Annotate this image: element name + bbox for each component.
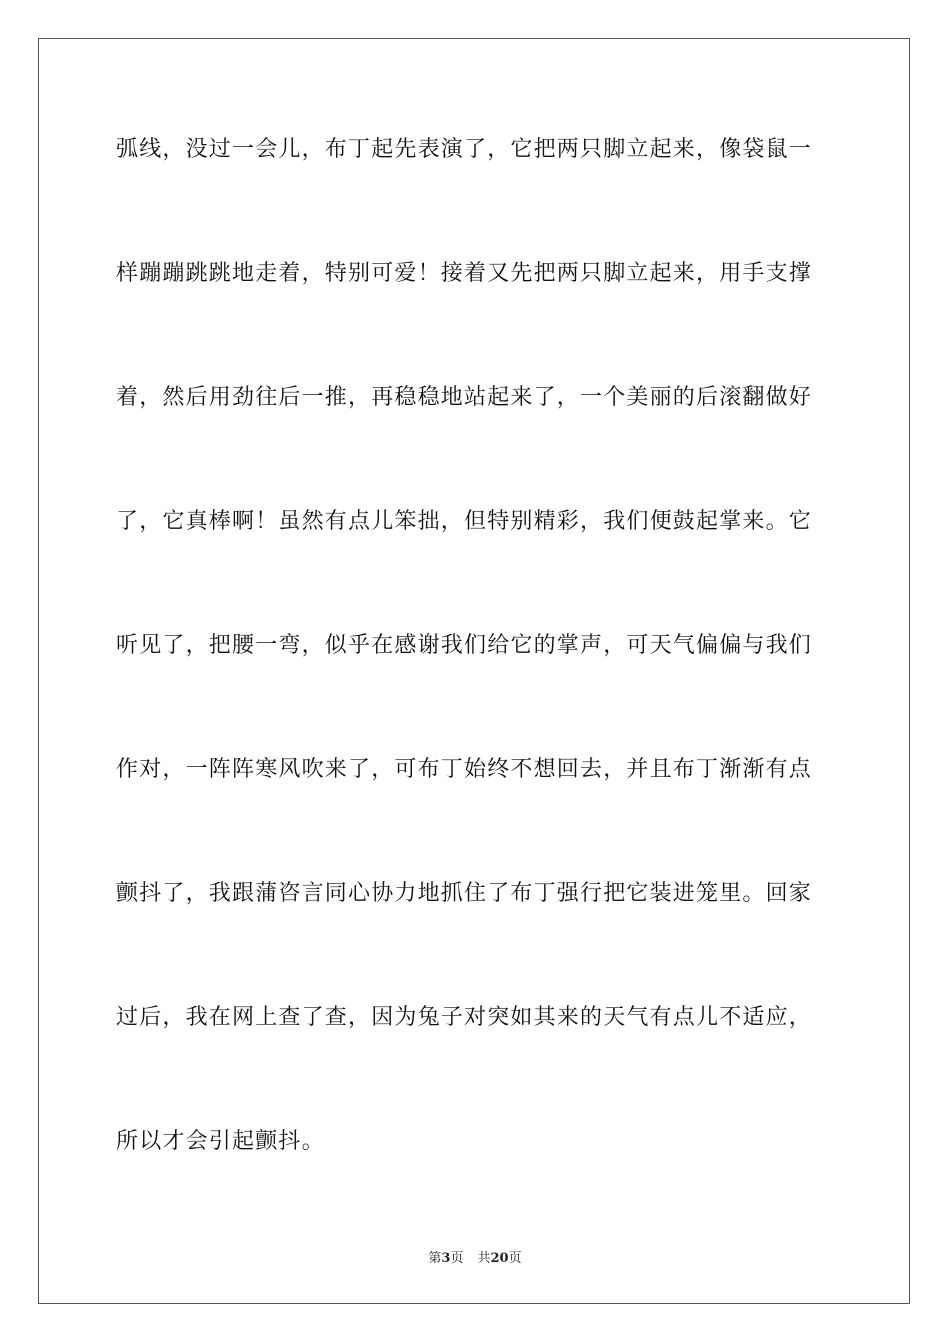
text-line: 颤抖了，我跟蒲咨言同心协力地抓住了布丁强行把它装进笼里。回家 [116, 881, 813, 906]
text-line: 听见了，把腰一弯，似乎在感谢我们给它的掌声，可天气偏偏与我们 [116, 633, 813, 658]
text-line: 着，然后用劲往后一推，再稳稳地站起来了，一个美丽的后滚翻做好 [116, 385, 813, 410]
text-line: 了，它真棒啊！虽然有点儿笨拙，但特别精彩，我们便鼓起掌来。它 [116, 509, 813, 534]
text-line: 所以才会引起颤抖。 [116, 1129, 325, 1154]
total-page-count: 20 [490, 1251, 509, 1266]
page-number-prefix: 第 [428, 1251, 442, 1266]
page-footer [0, 1247, 950, 1266]
text-line: 弧线，没过一会儿，布丁起先表演了，它把两只脚立起来，像袋鼠一 [116, 137, 813, 162]
current-page-number: 3 [441, 1251, 451, 1266]
text-line: 过后，我在网上查了查，因为兔子对突如其来的天气有点儿不适应， [116, 1005, 813, 1030]
total-pages-prefix: 共 [477, 1251, 491, 1266]
body-text [116, 124, 836, 1240]
total-pages-suffix: 页 [508, 1251, 522, 1266]
page-number-suffix: 页 [450, 1251, 464, 1266]
text-line: 作对，一阵阵寒风吹来了，可布丁始终不想回去，并且布丁渐渐有点 [116, 757, 813, 782]
text-line: 样蹦蹦跳跳地走着，特别可爱！接着又先把两只脚立起来，用手支撑 [116, 261, 813, 286]
